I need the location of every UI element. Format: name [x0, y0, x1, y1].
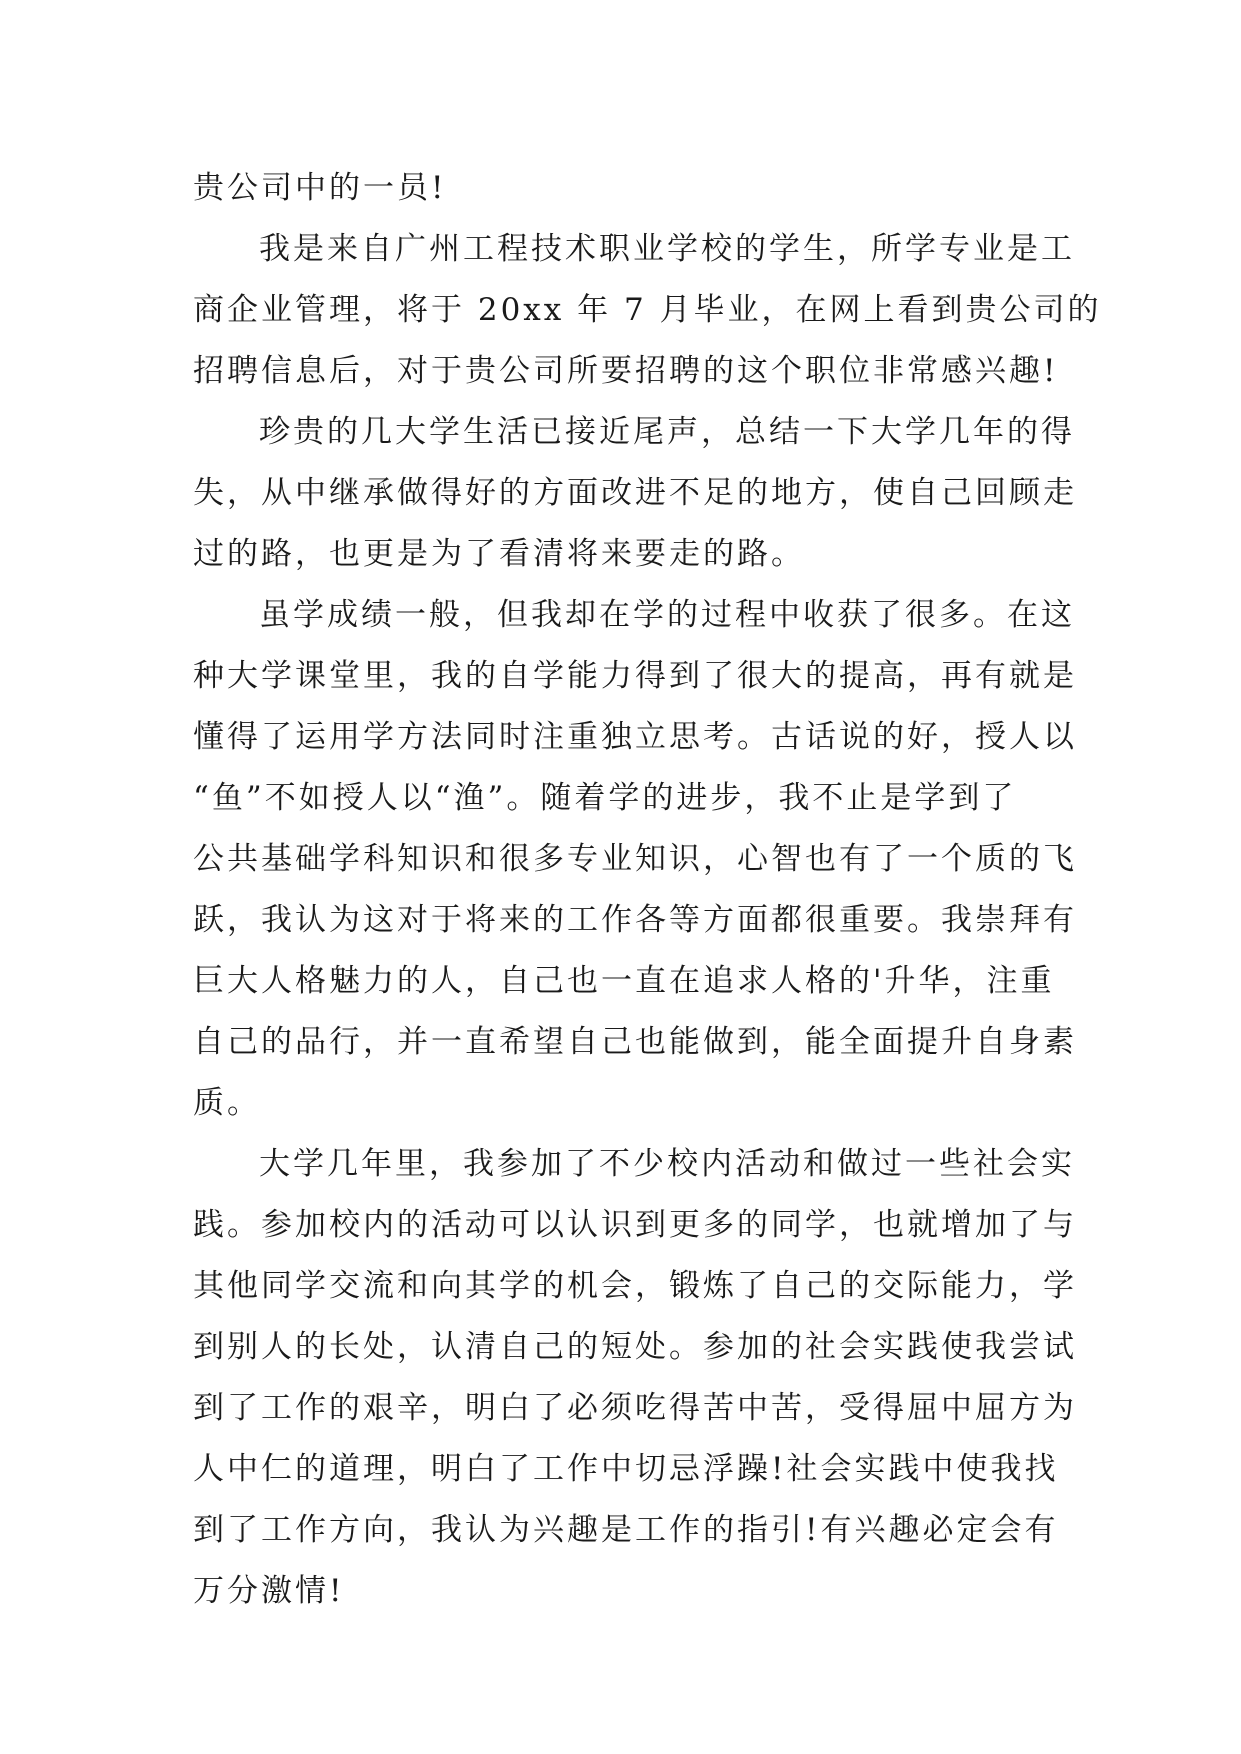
text-line: 到了工作方向，我认为兴趣是工作的指引!有兴趣必定会有	[193, 1512, 1059, 1548]
text-line: 招聘信息后，对于贵公司所要招聘的这个职位非常感兴趣!	[193, 353, 1059, 389]
text-line: 过的路，也更是为了看清将来要走的路。	[193, 536, 805, 572]
paragraph-first-line: 我是来自广州工程技术职业学校的学生，所学专业是工	[259, 231, 1075, 267]
text-line: 种大学课堂里，我的自学能力得到了很大的提高，再有就是	[193, 658, 1077, 694]
text-line: 其他同学交流和向其学的机会，锻炼了自己的交际能力，学	[193, 1268, 1077, 1304]
document-body	[193, 158, 1102, 1622]
text-line: 自己的品行，并一直希望自己也能做到，能全面提升自身素	[193, 1024, 1077, 1060]
text-line: 到别人的长处，认清自己的短处。参加的社会实践使我尝试	[193, 1329, 1077, 1365]
text-line: 商企业管理，将于 20xx 年 7 月毕业，在网上看到贵公司的	[193, 292, 1102, 328]
text-line: 跃，我认为这对于将来的工作各等方面都很重要。我崇拜有	[193, 902, 1077, 938]
paragraph-first-line: 虽学成绩一般，但我却在学的过程中收获了很多。在这	[259, 597, 1075, 633]
text-line: 万分激情!	[193, 1573, 345, 1609]
text-line: “鱼”不如授人以“渔”。随着学的进步，我不止是学到了	[193, 780, 1017, 816]
text-line: 公共基础学科知识和很多专业知识，心智也有了一个质的飞	[193, 841, 1077, 877]
text-line: 贵公司中的一员!	[193, 170, 447, 206]
text-line: 巨大人格魅力的人，自己也一直在追求人格的'升华，注重	[193, 963, 1055, 999]
text-line: 质。	[193, 1085, 261, 1121]
text-line: 懂得了运用学方法同时注重独立思考。古话说的好，授人以	[193, 719, 1077, 755]
text-line: 到了工作的艰辛，明白了必须吃得苦中苦，受得屈中屈方为	[193, 1390, 1077, 1426]
paragraph-first-line: 珍贵的几大学生活已接近尾声，总结一下大学几年的得	[259, 414, 1075, 450]
text-line: 失，从中继承做得好的方面改进不足的地方，使自己回顾走	[193, 475, 1077, 511]
paragraph-first-line: 大学几年里，我参加了不少校内活动和做过一些社会实	[259, 1146, 1075, 1182]
text-line: 人中仁的道理，明白了工作中切忌浮躁!社会实践中使我找	[193, 1451, 1059, 1487]
text-line: 践。参加校内的活动可以认识到更多的同学，也就增加了与	[193, 1207, 1077, 1243]
